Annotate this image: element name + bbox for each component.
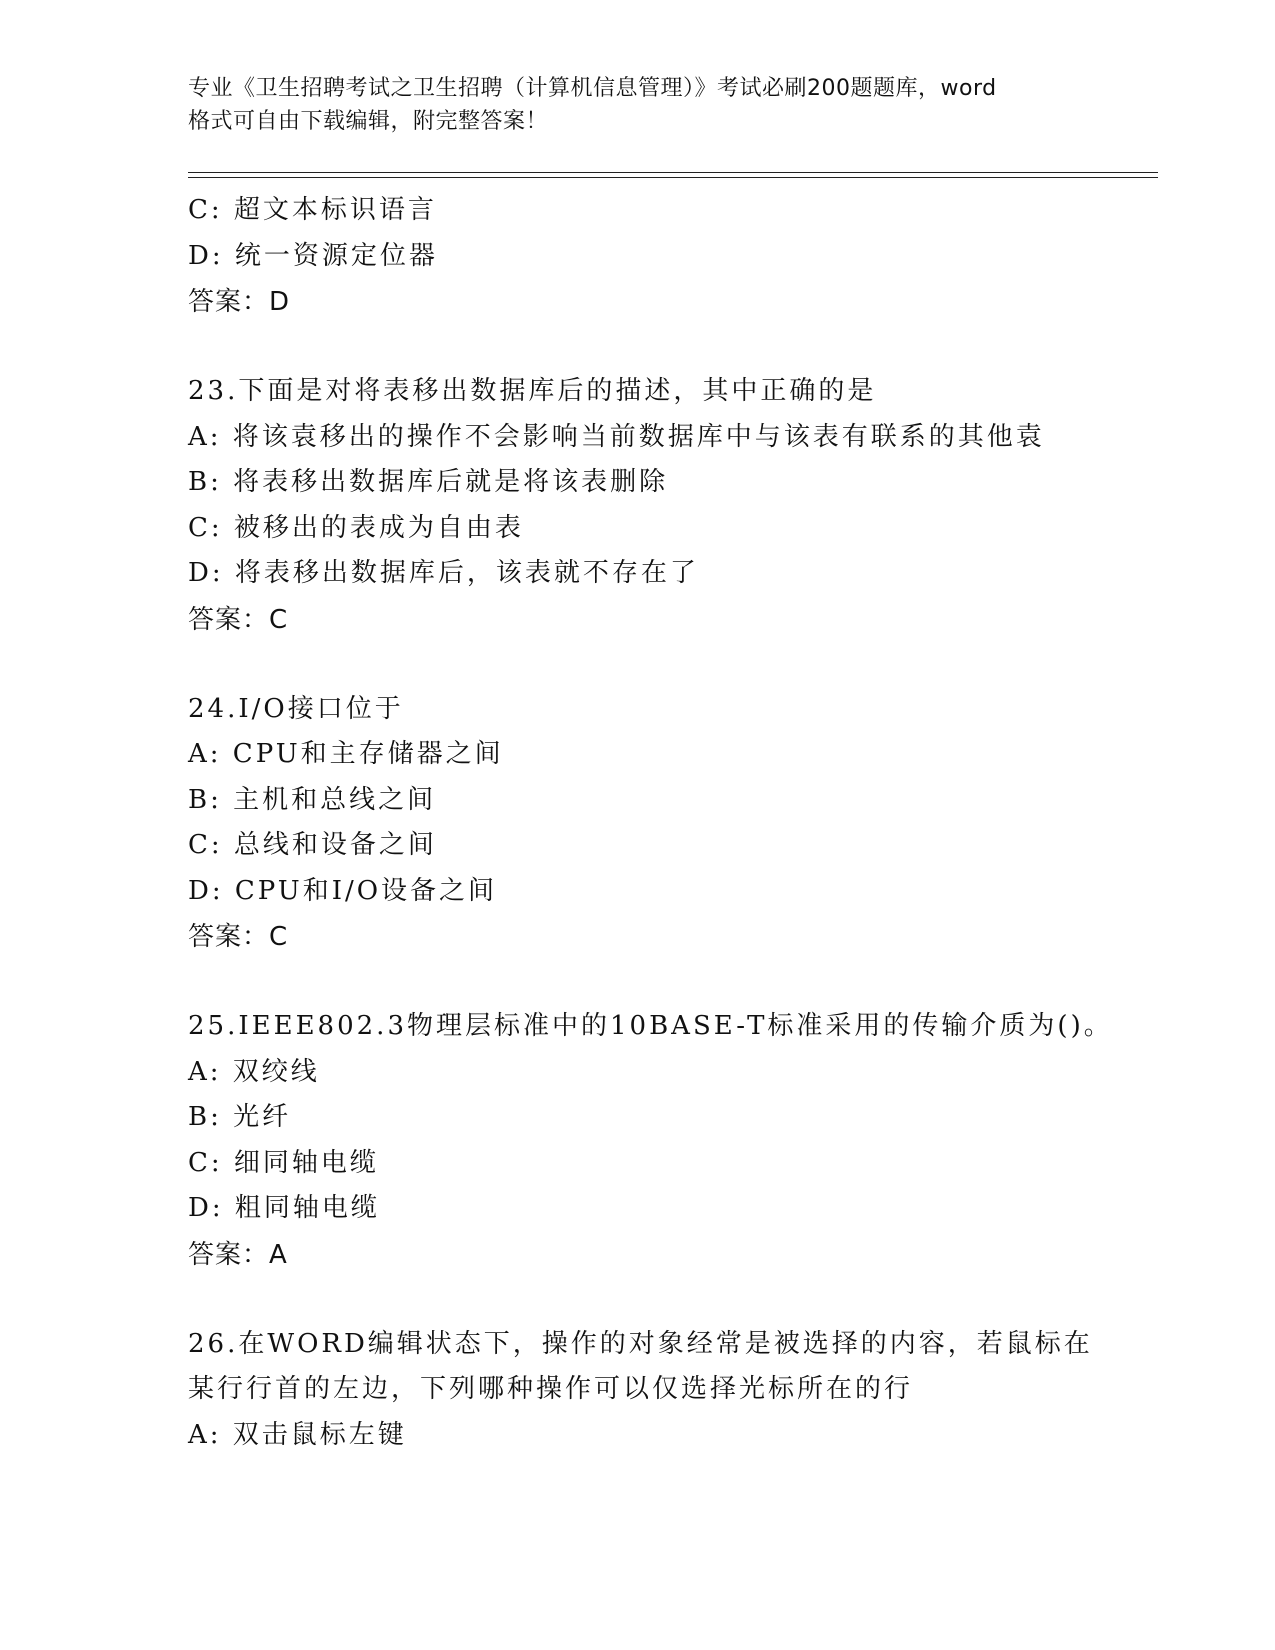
option-d: D: 粗同轴电缆 (188, 1193, 380, 1223)
option-d: D: 将表移出数据库后，该表就不存在了 (188, 558, 699, 588)
question-text: 23.下面是对将表移出数据库后的描述，其中正确的是 (188, 376, 877, 406)
option-b: B: 主机和总线之间 (188, 784, 437, 815)
question-text-line-1: 26.在WORD编辑状态下，操作的对象经常是被选择的内容，若鼠标在 (188, 1328, 1093, 1359)
option-a: A: 双击鼠标左键 (188, 1419, 407, 1450)
option-d: D: 统一资源定位器 (188, 240, 438, 271)
option-c: C: 被移出的表成为自由表 (188, 512, 524, 543)
question-24 (188, 687, 1148, 961)
header-line-2: 格式可自由下载编辑，附完整答案！ (188, 109, 549, 134)
question-23 (188, 369, 1148, 643)
option-c: C: 超文本标识语言 (188, 195, 437, 225)
header-rule-top (188, 172, 1158, 173)
option-a: A: 将该袁移出的操作不会影响当前数据库中与该表有联系的其他袁 (188, 421, 1045, 452)
question-26 (188, 1322, 1148, 1459)
question-text-line-2: 某行行首的左边，下列哪种操作可以仅选择光标所在的行 (188, 1374, 914, 1404)
question-22-fragment (188, 188, 1148, 325)
option-d: D: CPU和I/O设备之间 (188, 875, 498, 906)
answer: 答案：C (188, 922, 289, 952)
question-25 (188, 1004, 1148, 1278)
option-a: A: 双绞线 (188, 1056, 320, 1087)
option-a: A: CPU和主存储器之间 (188, 739, 504, 769)
option-c: C: 总线和设备之间 (188, 830, 437, 860)
option-b: B: 光纤 (188, 1102, 292, 1132)
answer: 答案：D (188, 287, 291, 317)
header-rule-bottom (188, 177, 1158, 178)
option-c: C: 细同轴电缆 (188, 1147, 379, 1178)
answer: 答案：C (188, 604, 289, 635)
question-text: 24.I/O接口位于 (188, 693, 404, 724)
question-text: 25.IEEE802.3物理层标准中的10BASE-T标准采用的传输介质为()。 (188, 1011, 1113, 1041)
option-b: B: 将表移出数据库后就是将该表删除 (188, 467, 669, 497)
document-body (188, 188, 1148, 1458)
header-line-1: 专业《卫生招聘考试之卫生招聘（计算机信息管理）》考试必刷200题题库，word (188, 76, 997, 101)
answer: 答案：A (188, 1239, 288, 1270)
document-header (188, 72, 1088, 138)
